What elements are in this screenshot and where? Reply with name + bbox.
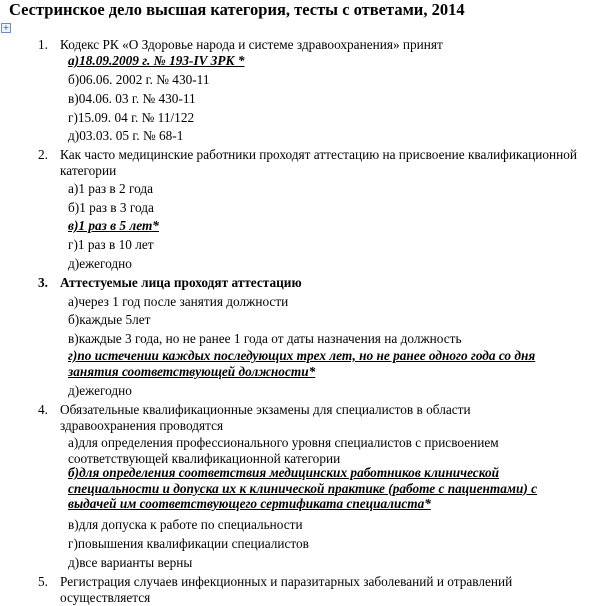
answer-option: в)каждые 3 года, но не ранее 1 года от даты назначения на должность xyxy=(68,331,462,346)
answer-option: в)для допуска к работе по специальности xyxy=(68,517,303,532)
question-number: 4. xyxy=(38,402,48,417)
question-text: Кодекс РК «О Здоровье народа и системе здравоохранения» принят xyxy=(60,37,443,52)
answer-option: д)ежегодно xyxy=(68,256,132,271)
answer-option: б)каждые 5лет xyxy=(68,312,151,327)
table-move-handle-icon[interactable]: + xyxy=(2,23,10,32)
answer-option: г)повышения квалификации специалистов xyxy=(68,536,309,551)
question-text: Как часто медицинские работники проходят аттестацию на присвоение квалификационной категории xyxy=(60,147,578,178)
answer-option: б)1 раз в 3 года xyxy=(68,200,154,215)
answer-option: г)15.09. 04 г. № 11/122 xyxy=(68,110,195,125)
answer-option: б)06.06. 2002 г. № 430-11 xyxy=(68,72,210,87)
answer-option-correct: б)для определения соответствия медицинских работников клинической специальности и допуска их к клинической практике (работе с пациентами) с выдачей им соответствующего сертификата специалиста* xyxy=(68,465,538,511)
question-number: 2. xyxy=(38,147,48,162)
question-number: 1. xyxy=(38,37,48,52)
question-text: Обязательные квалификационные экзамены для специалистов в области здравоохранения проводятся xyxy=(60,402,471,433)
answer-option: а)1 раз в 2 года xyxy=(68,181,154,196)
answer-option: в)04.06. 03 г. № 430-11 xyxy=(68,91,196,106)
document-title: Сестринское дело высшая категория, тесты с ответами, 2014 xyxy=(9,0,465,19)
answer-option: а)для определения профессионального уровня специалистов с присвоением соответствующей квалификационной категории xyxy=(68,435,499,466)
question-text: Аттестуемые лица проходят аттестацию xyxy=(60,275,302,290)
answer-option-correct: а)18.09.2009 г. № 193-IV ЗРК * xyxy=(68,53,245,68)
question-number: 3. xyxy=(38,275,48,290)
answer-option-correct: г)по истечении каждых последующих трех лет, но не ранее одного года со дня занятия соответствующей должности* xyxy=(68,348,536,379)
answer-option: а)через 1 год после занятия должности xyxy=(68,294,289,309)
question-number: 5. xyxy=(38,574,48,589)
answer-option: г)1 раз в 10 лет xyxy=(68,237,154,252)
answer-option: д)все варианты верны xyxy=(68,555,193,570)
answer-option: д)ежегодно xyxy=(68,383,132,398)
question-text: Регистрация случаев инфекционных и паразитарных заболеваний и отравлений осуществляется xyxy=(60,574,513,605)
answer-option-correct: в)1 раз в 5 лет* xyxy=(68,218,159,233)
answer-option: д)03.03. 05 г. № 68-1 xyxy=(68,128,184,143)
